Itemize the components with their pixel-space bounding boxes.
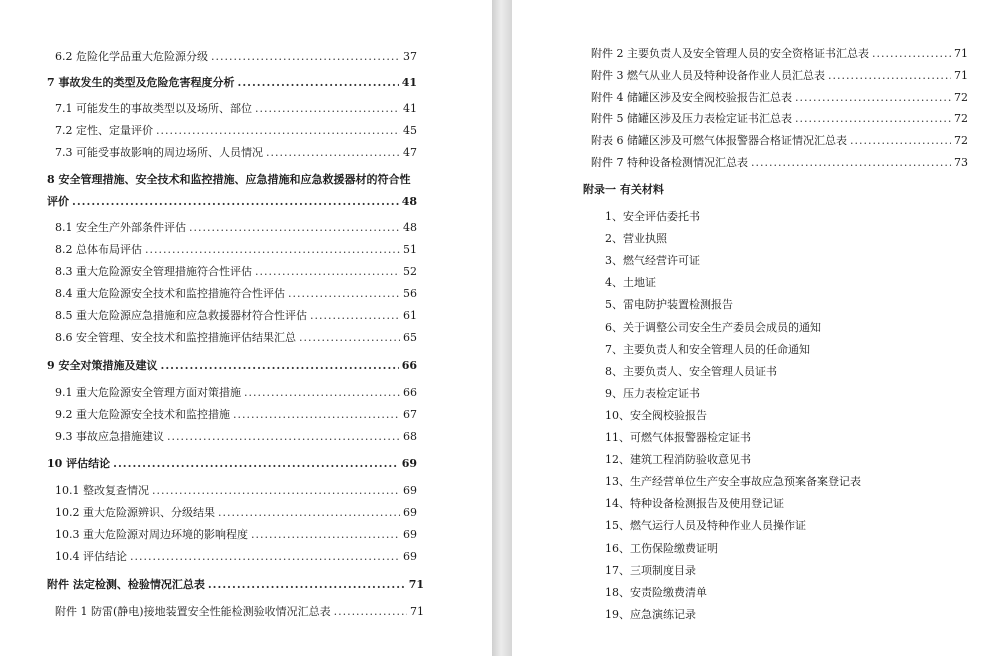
toc-entry-8-4[interactable]: 8.4 重大危险源安全技术和监控措施符合性评估 ..... 56	[55, 287, 417, 301]
toc-entry-9-1[interactable]: 9.1 重大危险源安全管理方面对策措施 ..... 66	[55, 386, 417, 400]
appendix-item: 10、安全阀校验报告	[605, 408, 707, 422]
toc-entry-8-line1[interactable]: 8 安全管理措施、安全技术和监控措施、应急措施和应急救援器材的符合性	[47, 173, 411, 186]
toc-entry-7-1[interactable]: 7.1 可能发生的事故类型以及场所、部位 ..... 41	[55, 102, 417, 116]
toc-entry-8-5[interactable]: 8.5 重大危险源应急措施和应急救援器材符合性评估 ..... 61	[55, 309, 417, 323]
toc-entry-attachment-5[interactable]: 附件 5 储罐区涉及压力表检定证书汇总表 ..... 72	[591, 112, 968, 126]
appendix-item: 12、建筑工程消防验收意见书	[605, 453, 751, 467]
appendix-item: 2、营业执照	[605, 232, 667, 246]
appendix-item: 11、可燃气体报警器检定证书	[605, 431, 751, 444]
toc-entry-7[interactable]: 7 事故发生的类型及危险危害程度分析 ..... 41	[47, 76, 417, 90]
toc-entry-10[interactable]: 10 评估结论 ..... 69	[47, 457, 417, 471]
toc-entry-7-2[interactable]: 7.2 定性、定量评价 ..... 45	[55, 124, 417, 138]
toc-entry-8-2[interactable]: 8.2 总体布局评估 ..... 51	[55, 243, 417, 257]
toc-entry-8-1[interactable]: 8.1 安全生产外部条件评估 ..... 48	[55, 221, 417, 235]
appendix-item: 16、工伤保险缴费证明	[605, 541, 718, 555]
toc-entry-7-3[interactable]: 7.3 可能受事故影响的周边场所、人员情况 ..... 47	[55, 146, 417, 160]
toc-entry-8-6[interactable]: 8.6 安全管理、安全技术和监控措施评估结果汇总 ..... 65	[55, 331, 417, 345]
appendix-item: 14、特种设备检测报告及使用登记证	[605, 497, 784, 511]
toc-entry-attachment-4[interactable]: 附件 4 储罐区涉及安全阀校验报告汇总表 ..... 72	[591, 91, 968, 105]
appendix-item: 1、安全评估委托书	[605, 210, 700, 223]
toc-entry-10-2[interactable]: 10.2 重大危险源辨识、分级结果 ..... 69	[55, 506, 417, 520]
appendix-item: 3、燃气经营许可证	[605, 254, 700, 268]
toc-entry-10-4[interactable]: 10.4 评估结论 ..... 69	[55, 550, 417, 564]
toc-entry-attachment-7[interactable]: 附件 7 特种设备检测情况汇总表 ..... 73	[591, 156, 968, 170]
toc-entry-9-2[interactable]: 9.2 重大危险源安全技术和监控措施 ..... 67	[55, 408, 417, 422]
toc-entry-9[interactable]: 9 安全对策措施及建议 ..... 66	[47, 359, 417, 373]
page-gutter	[492, 0, 512, 656]
toc-entry-8-3[interactable]: 8.3 重大危险源安全管理措施符合性评估 ..... 52	[55, 265, 417, 279]
toc-entry-10-3[interactable]: 10.3 重大危险源对周边环境的影响程度 ..... 69	[55, 528, 417, 542]
left-page	[0, 0, 492, 656]
appendix-item: 8、主要负责人、安全管理人员证书	[605, 364, 777, 378]
appendix-item: 19、应急演练记录	[605, 607, 696, 621]
appendix-item: 6、关于调整公司安全生产委员会成员的通知	[605, 320, 821, 334]
toc-entry-8[interactable]: 评价 ..... 48	[47, 195, 417, 209]
appendix-title: 附录一 有关材料	[583, 183, 664, 196]
right-page	[512, 0, 1006, 656]
toc-entry-attachments[interactable]: 附件 法定检测、检验情况汇总表 ..... 71	[47, 578, 424, 592]
appendix-item: 18、安责险缴费清单	[605, 585, 707, 599]
toc-entry-9-3[interactable]: 9.3 事故应急措施建议 ..... 68	[55, 430, 417, 444]
appendix-item: 9、压力表检定证书	[605, 386, 700, 400]
toc-entry-attachment-2[interactable]: 附件 2 主要负责人及安全管理人员的安全资格证书汇总表 ..... 71	[591, 47, 968, 61]
appendix-item: 15、燃气运行人员及特种作业人员操作证	[605, 519, 806, 533]
appendix-item: 17、三项制度目录	[605, 563, 696, 577]
appendix-item: 7、主要负责人和安全管理人员的任命通知	[605, 342, 810, 356]
toc-entry-attachment-3[interactable]: 附件 3 燃气从业人员及特种设备作业人员汇总表 ..... 71	[591, 69, 968, 83]
toc-entry-attachment-6[interactable]: 附表 6 储罐区涉及可燃气体报警器合格证情况汇总表 ..... 72	[591, 134, 968, 148]
appendix-item: 5、雷电防护装置检测报告	[605, 298, 733, 312]
toc-entry-attachment-1[interactable]: 附件 1 防雷(静电)接地装置安全性能检测验收情况汇总表 ..... 71	[55, 605, 424, 619]
toc-entry-10-1[interactable]: 10.1 整改复查情况 ..... 69	[55, 484, 417, 498]
appendix-item: 4、土地证	[605, 276, 656, 290]
appendix-item: 13、生产经营单位生产安全事故应急预案备案登记表	[605, 475, 861, 489]
toc-entry-6-2[interactable]: 6.2 危险化学品重大危险源分级 ..... 37	[55, 50, 417, 64]
